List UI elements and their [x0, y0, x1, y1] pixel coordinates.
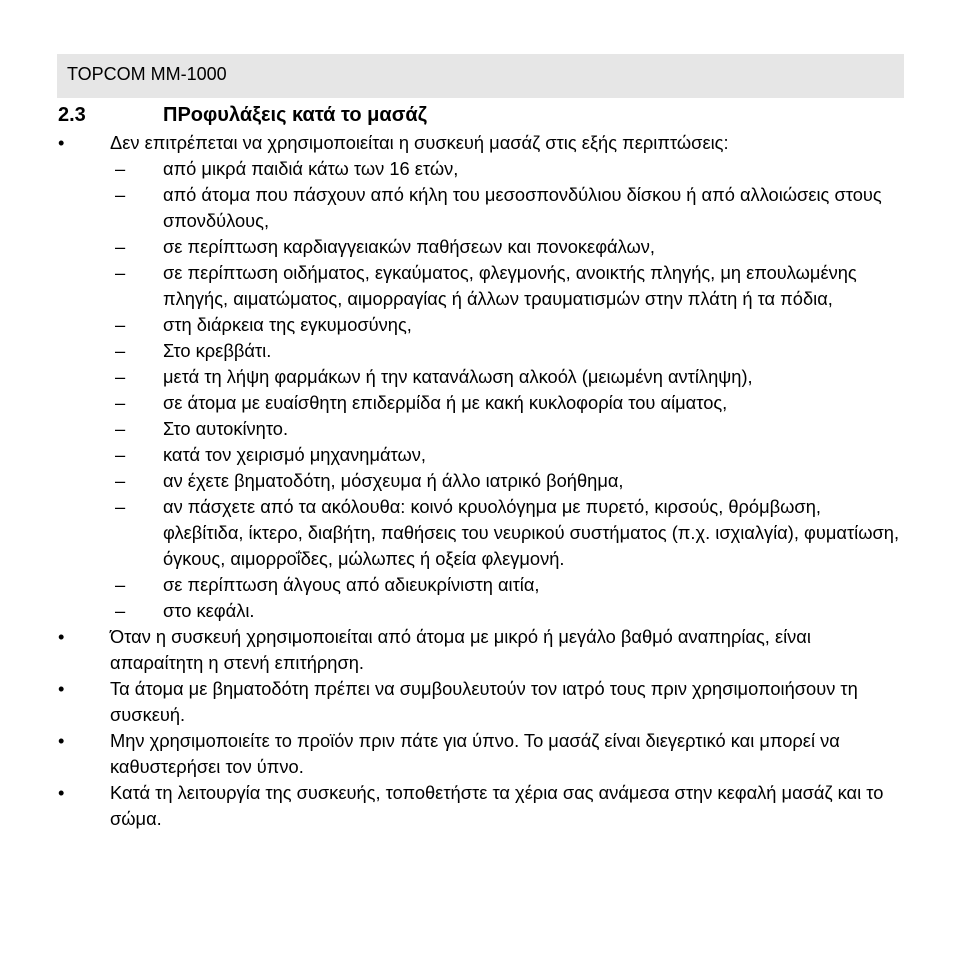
sub-list-item — [0, 442, 954, 468]
sub-list-item-text: Στο αυτοκίνητο. — [163, 418, 289, 439]
list-item — [0, 130, 954, 156]
list-item-text: Τα άτομα με βηματοδότη πρέπει να συμβουλευτούν τον ιατρό τους πριν χρησιμοποιήσουν τη συσκευή. — [110, 678, 858, 725]
sub-list-item — [0, 598, 954, 624]
section-heading — [58, 102, 904, 128]
sub-list-item-text: σε περίπτωση οιδήματος, εγκαύματος, φλεγμονής, ανοικτής πληγής, μη επουλωμένης πληγής, αιματώματος, αιμορραγίας ή άλλων τραυματισμών στην πλάτη ή τα πόδια, — [163, 262, 857, 309]
dash-marker: – — [115, 340, 126, 361]
sub-list-item-text: Στο κρεββάτι. — [163, 340, 272, 361]
bullet-list — [0, 624, 954, 832]
list-item — [0, 676, 954, 728]
dash-marker: – — [115, 158, 126, 179]
sub-list-item-text: σε περίπτωση καρδιαγγειακών παθήσεων και πονοκεφάλων, — [163, 236, 655, 257]
dash-marker: – — [115, 392, 126, 413]
sub-list-item-text: σε περίπτωση άλγους από αδιευκρίνιστη αιτία, — [163, 574, 540, 595]
list-item-text: Δεν επιτρέπεται να χρησιμοποιείται η συσκευή μασάζ στις εξής περιπτώσεις: — [110, 132, 729, 153]
sub-list — [0, 156, 954, 624]
dash-marker: – — [115, 418, 126, 439]
sub-list-item-text: στο κεφάλι. — [163, 600, 255, 621]
header-product-title: TOPCOM MM-1000 — [67, 64, 227, 84]
dash-marker: – — [115, 600, 126, 621]
dash-marker: – — [115, 236, 126, 257]
sub-list-item — [0, 156, 954, 182]
sub-list-item — [0, 182, 954, 234]
bullet-marker: • — [58, 782, 65, 803]
sub-list-item — [0, 338, 954, 364]
sub-list-item-text: στη διάρκεια της εγκυμοσύνης, — [163, 314, 412, 335]
sub-list-item-text: αν πάσχετε από τα ακόλουθα: κοινό κρυολόγημα με πυρετό, κιρσούς, θρόμβωση, φλεβίτιδα, ίκτερο, διαβήτη, παθήσεις του νευρικού συστήματος (π.χ. ισχιαλγία), φυματίωση, όγκους, αιμορροΐδες, μώλωπες ή οξεία φλεγμονή. — [163, 496, 900, 569]
sub-list-item — [0, 390, 954, 416]
dash-marker: – — [115, 366, 126, 387]
sub-list-item — [0, 312, 954, 338]
bullet-marker: • — [58, 730, 65, 751]
dash-marker: – — [115, 444, 126, 465]
sub-list-item — [0, 494, 954, 572]
dash-marker: – — [115, 574, 126, 595]
sub-list-item-text: σε άτομα με ευαίσθητη επιδερμίδα ή με κακή κυκλοφορία του αίματος, — [163, 392, 728, 413]
bullet-marker: • — [58, 678, 65, 699]
list-item-text: Μην χρησιμοποιείτε το προϊόν πριν πάτε για ύπνο. Το μασάζ είναι διεγερτικό και μπορεί να καθυστερήσει τον ύπνο. — [110, 730, 840, 777]
sub-list-item — [0, 234, 954, 260]
list-item-text: Κατά τη λειτουργία της συσκευής, τοποθετήστε τα χέρια σας ανάμεσα στην κεφαλή μασάζ και το σώμα. — [110, 782, 884, 829]
sub-list-item-text: μετά τη λήψη φαρμάκων ή την κατανάλωση αλκοόλ (μειωμένη αντίληψη), — [163, 366, 753, 387]
sub-list-item-text: κατά τον χειρισμό μηχανημάτων, — [163, 444, 427, 465]
sub-list-item — [0, 572, 954, 598]
section-title: ΠΡοφυλάξεις κατά το μασάζ — [163, 104, 427, 126]
sub-list-item — [0, 468, 954, 494]
section-number: 2.3 — [58, 104, 86, 126]
dash-marker: – — [115, 184, 126, 205]
list-item — [0, 780, 954, 832]
dash-marker: – — [115, 262, 126, 283]
sub-list-item — [0, 260, 954, 312]
dash-marker: – — [115, 314, 126, 335]
sub-list-item-text: από μικρά παιδιά κάτω των 16 ετών, — [163, 158, 459, 179]
sub-list-item-text: αν έχετε βηματοδότη, μόσχευμα ή άλλο ιατρικό βοήθημα, — [163, 470, 624, 491]
sub-list-item — [0, 416, 954, 442]
list-item-text: Όταν η συσκευή χρησιμοποιείται από άτομα με μικρό ή μεγάλο βαθμό αναπηρίας, είναι απαραίτητη η στενή επιτήρηση. — [110, 626, 811, 673]
list-item — [0, 728, 954, 780]
bullet-marker: • — [58, 626, 65, 647]
dash-marker: – — [115, 470, 126, 491]
sub-list-item-text: από άτομα που πάσχουν από κήλη του μεσοσπονδύλιου δίσκου ή από αλλοιώσεις στους σπονδύλους, — [163, 184, 882, 231]
dash-marker: – — [115, 496, 126, 517]
list-item — [0, 624, 954, 676]
bullet-marker: • — [58, 132, 65, 153]
page-header — [57, 54, 904, 98]
document-body — [0, 130, 954, 832]
sub-list-item — [0, 364, 954, 390]
